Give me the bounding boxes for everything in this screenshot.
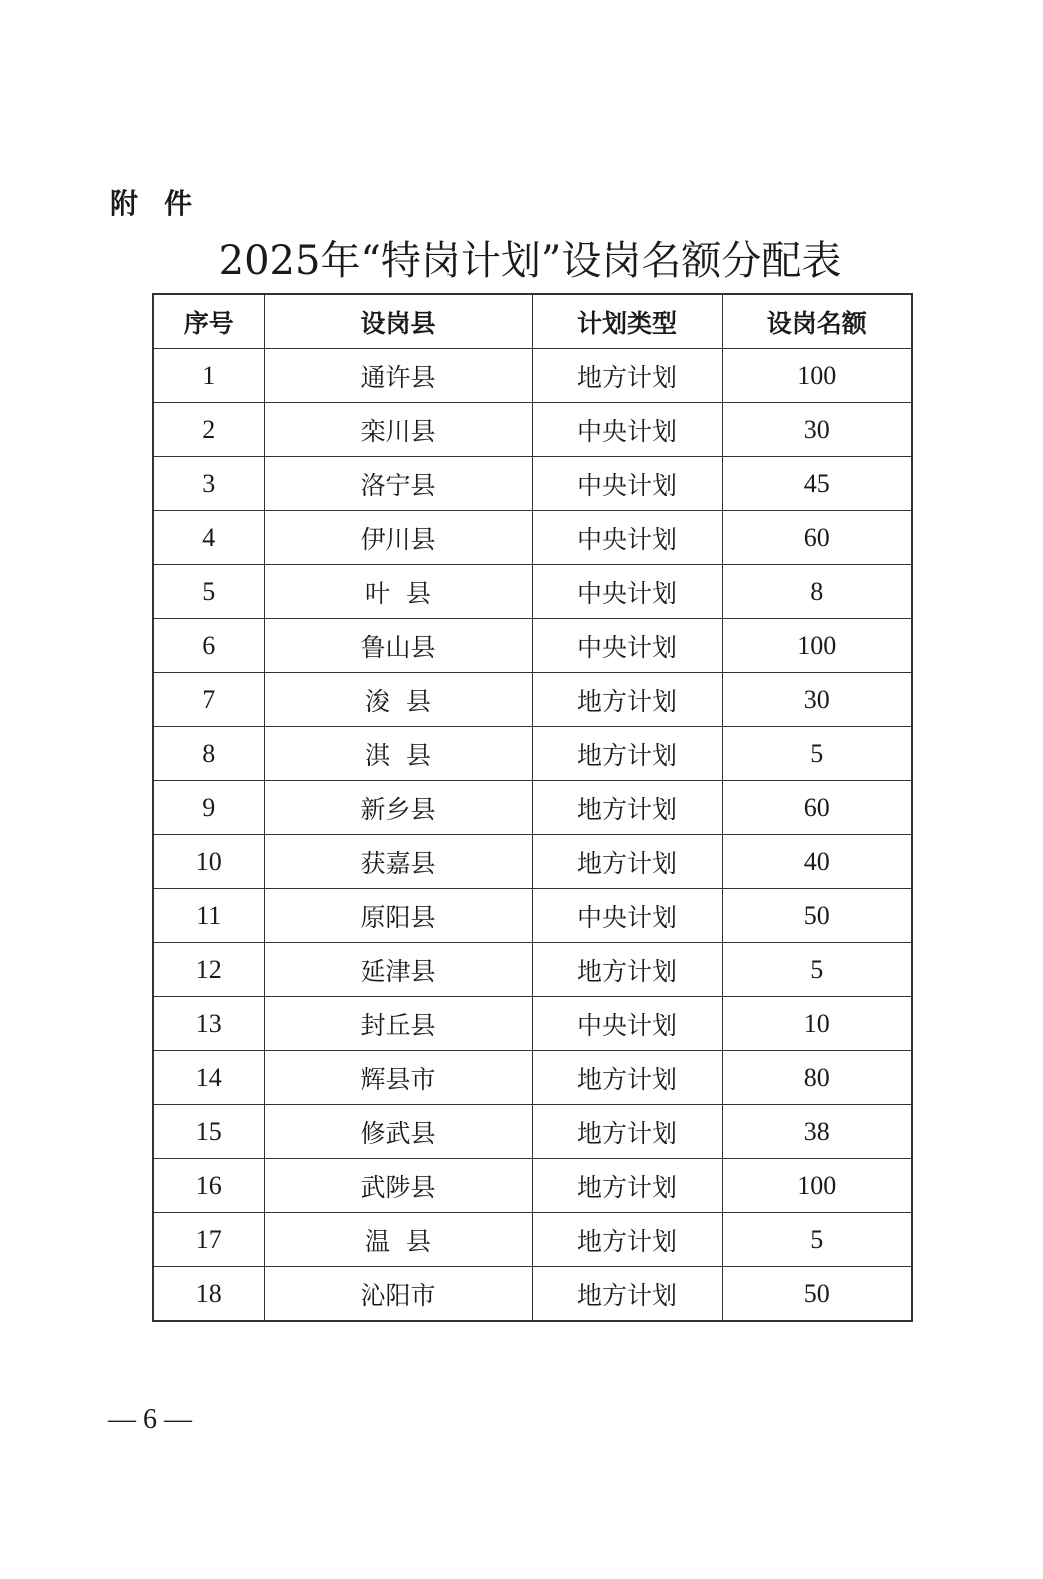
quota-count: 40: [722, 835, 912, 889]
column-header-county: 设岗县: [264, 294, 532, 349]
table-row: [153, 781, 912, 835]
row-number: 2: [153, 403, 264, 457]
table-row: [153, 1051, 912, 1105]
column-header-plan-type: 计划类型: [532, 294, 722, 349]
table-row: [153, 943, 912, 997]
document-title: 2025年“特岗计划”设岗名额分配表: [218, 238, 842, 284]
row-number: 8: [153, 727, 264, 781]
quota-count: 8: [722, 565, 912, 619]
quota-count: 100: [722, 619, 912, 673]
table-row: [153, 835, 912, 889]
plan-type: 地方计划: [532, 781, 722, 835]
plan-type: 中央计划: [532, 403, 722, 457]
table-row: [153, 1213, 912, 1267]
quota-count: 60: [722, 781, 912, 835]
quota-count: 5: [722, 727, 912, 781]
row-number: 3: [153, 457, 264, 511]
row-number: 7: [153, 673, 264, 727]
row-number: 15: [153, 1105, 264, 1159]
plan-type: 地方计划: [532, 349, 722, 403]
plan-type: 地方计划: [532, 673, 722, 727]
row-number: 10: [153, 835, 264, 889]
row-number: 14: [153, 1051, 264, 1105]
quota-count: 5: [722, 1213, 912, 1267]
county-name: 获嘉县: [264, 835, 532, 889]
plan-type: 地方计划: [532, 727, 722, 781]
quota-count: 50: [722, 1267, 912, 1322]
plan-type: 地方计划: [532, 1213, 722, 1267]
table-row: [153, 1105, 912, 1159]
county-name: 洛宁县: [264, 457, 532, 511]
county-name: 封丘县: [264, 997, 532, 1051]
quota-count: 100: [722, 1159, 912, 1213]
table-row: [153, 403, 912, 457]
quota-allocation-table: [152, 293, 913, 1322]
row-number: 11: [153, 889, 264, 943]
table-row: [153, 349, 912, 403]
table-row: [153, 889, 912, 943]
plan-type: 中央计划: [532, 997, 722, 1051]
row-number: 5: [153, 565, 264, 619]
row-number: 4: [153, 511, 264, 565]
table-row: [153, 997, 912, 1051]
row-number: 16: [153, 1159, 264, 1213]
plan-type: 地方计划: [532, 1105, 722, 1159]
county-name: 栾川县: [264, 403, 532, 457]
table-row: [153, 1159, 912, 1213]
table-row: [153, 619, 912, 673]
county-name: 沁阳市: [264, 1267, 532, 1322]
row-number: 18: [153, 1267, 264, 1322]
plan-type: 地方计划: [532, 943, 722, 997]
county-name: 延津县: [264, 943, 532, 997]
table-row: [153, 457, 912, 511]
table-row: [153, 727, 912, 781]
table-header-row: [153, 294, 912, 349]
row-number: 1: [153, 349, 264, 403]
quota-count: 100: [722, 349, 912, 403]
plan-type: 中央计划: [532, 565, 722, 619]
county-name: 伊川县: [264, 511, 532, 565]
county-name: 辉县市: [264, 1051, 532, 1105]
row-number: 6: [153, 619, 264, 673]
county-name: 浚 县: [264, 673, 532, 727]
column-header-quota: 设岗名额: [722, 294, 912, 349]
county-name: 武陟县: [264, 1159, 532, 1213]
quota-count: 30: [722, 403, 912, 457]
county-name: 鲁山县: [264, 619, 532, 673]
county-name: 淇 县: [264, 727, 532, 781]
quota-count: 30: [722, 673, 912, 727]
quota-count: 45: [722, 457, 912, 511]
table-row: [153, 511, 912, 565]
column-header-no: 序号: [153, 294, 264, 349]
plan-type: 中央计划: [532, 457, 722, 511]
row-number: 9: [153, 781, 264, 835]
county-name: 通许县: [264, 349, 532, 403]
plan-type: 地方计划: [532, 835, 722, 889]
quota-count: 10: [722, 997, 912, 1051]
county-name: 原阳县: [264, 889, 532, 943]
plan-type: 中央计划: [532, 619, 722, 673]
plan-type: 中央计划: [532, 511, 722, 565]
row-number: 13: [153, 997, 264, 1051]
quota-count: 60: [722, 511, 912, 565]
table-row: [153, 673, 912, 727]
plan-type: 地方计划: [532, 1159, 722, 1213]
quota-count: 5: [722, 943, 912, 997]
county-name: 叶 县: [264, 565, 532, 619]
quota-count: 38: [722, 1105, 912, 1159]
quota-count: 80: [722, 1051, 912, 1105]
county-name: 修武县: [264, 1105, 532, 1159]
county-name: 温 县: [264, 1213, 532, 1267]
plan-type: 地方计划: [532, 1267, 722, 1322]
county-name: 新乡县: [264, 781, 532, 835]
plan-type: 地方计划: [532, 1051, 722, 1105]
attachment-label: 附件: [110, 187, 219, 220]
quota-count: 50: [722, 889, 912, 943]
page-number: — 6 —: [108, 1404, 192, 1435]
row-number: 12: [153, 943, 264, 997]
plan-type: 中央计划: [532, 889, 722, 943]
row-number: 17: [153, 1213, 264, 1267]
table-row: [153, 565, 912, 619]
table-row: [153, 1267, 912, 1322]
